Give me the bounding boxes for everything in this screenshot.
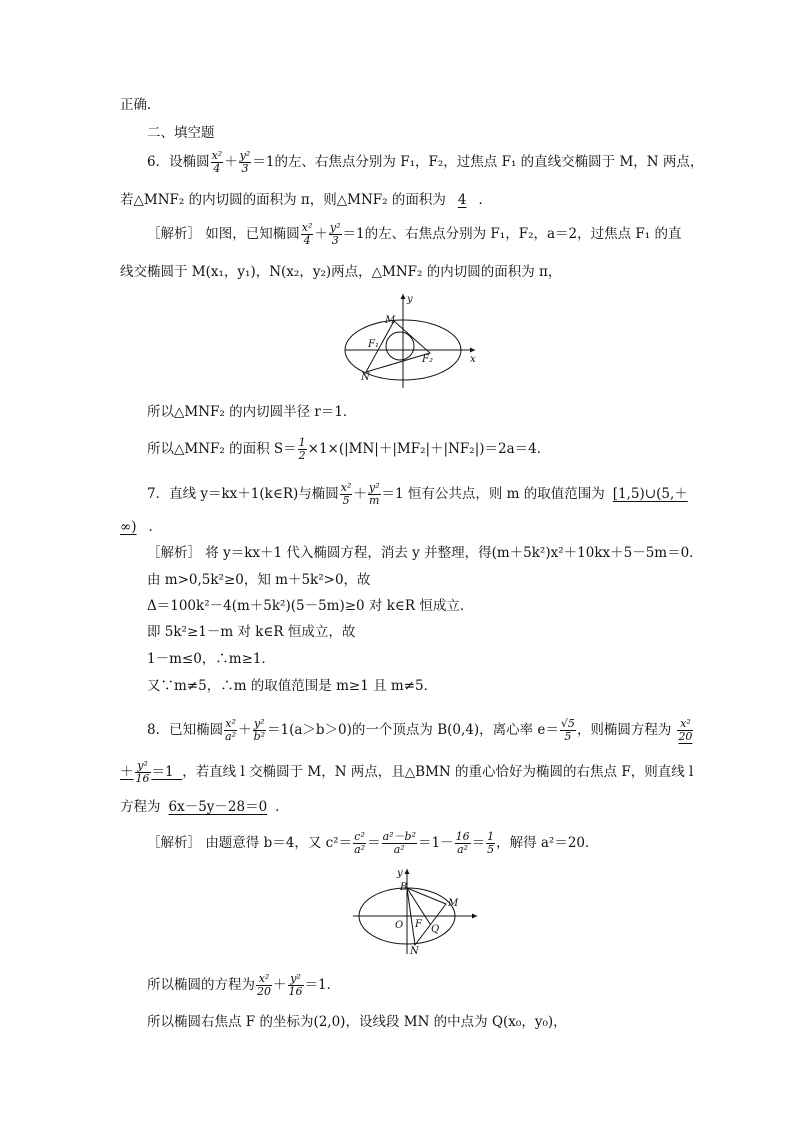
q8-answer-fraction: $\frac{\text{x²}}{20}$	[678, 717, 693, 743]
label-O: O	[395, 920, 404, 931]
q7-stem-line2: ∞) ．	[120, 519, 163, 535]
q7-solution-line2: 由 m>0,5k²≥0，知 m＋5k²>0，故	[147, 572, 371, 588]
label-x: x	[470, 354, 476, 365]
q7-answer-part1: [1,5)∪(5,＋	[612, 486, 688, 502]
label-N: N	[361, 372, 370, 383]
label-Q: Q	[431, 924, 440, 935]
q8-stem-line3: 方程为 6x－5y－28＝0 ．	[120, 799, 289, 815]
q8-answer-line: 6x－5y－28＝0	[168, 799, 268, 815]
q8-answer-cont: ＋ $\frac{\text{y²}}{16}$ ＝1	[120, 759, 174, 785]
text-line: 正确．	[120, 97, 161, 113]
q6-solution-line4: 所以△MNF₂ 的面积 S＝ $\frac{1}{2}$ ×1×(|MN|＋|MF₂|＋|NF₂|)＝2a＝4．	[147, 436, 551, 462]
label-M: M	[448, 898, 459, 909]
label-F1: F₁	[368, 339, 379, 350]
label-y: y	[407, 294, 413, 305]
label-B: B	[400, 882, 408, 893]
q8-ellipse-figure	[350, 866, 480, 956]
q7-stem-line1: 7．直线 y＝kx＋1(k∈R)与椭圆 $\frac{\text{x²}}{5}$ ＋ $\frac{\text{y²}}{m}$ ＝1 恒有公共点，则 m 的取值范围为 [1,5)∪(5,＋	[147, 481, 688, 507]
incircle	[386, 332, 414, 360]
label-F2: F₂	[422, 354, 433, 365]
q6-answer: 4	[457, 192, 467, 208]
q7-solution-line6: 又∵m≠5，∴m 的取值范围是 m≥1 且 m≠5．	[147, 678, 438, 694]
q8-solution-line1: ［解析］ 由题意得 b＝4，又 c²＝ $\frac{\text{c²}}{\text{a²}}$ ＝ $\frac{\text{a²－b²}}{\text{a²}}$ ＝1－ $\frac{16}{\text{a²}}$ ＝ $\frac{1}{5}$ ，解得 a²＝20．	[147, 830, 599, 856]
q8-stem-line1: 8．已知椭圆 $\frac{\text{x²}}{\text{a²}}$ ＋ $\frac{\text{y²}}{\text{b²}}$ ＝1(a＞b＞0)的一个顶点为 B(0,4)，离心率 e＝ $\frac{√5}{5}$ ，则椭圆方程为 $\frac{\text{x²}}{20}$	[147, 717, 693, 743]
q7-solution-line1: ［解析］ 将 y＝kx＋1 代入椭圆方程，消去 y 并整理，得(m＋5k²)x²＋10kx＋5－5m＝0．	[147, 545, 703, 561]
q8-solution-line3: 所以椭圆右焦点 F 的坐标为(2,0)，设线段 MN 的中点为 Q(x₀，y₀)，	[147, 1014, 567, 1030]
q7-solution-line5: 1－m≤0，∴m≥1．	[147, 651, 275, 667]
q7-solution-line3: Δ＝100k²－4(m＋5k²)(5－5m)≥0 对 k∈R 恒成立．	[147, 598, 474, 614]
q6-solution-line3: 所以△MNF₂ 的内切圆半径 r＝1．	[147, 404, 357, 420]
q7-answer-part2: ∞)	[120, 519, 137, 535]
label-N: N	[410, 946, 419, 956]
q8-solution-line2: 所以椭圆的方程为 $\frac{\text{x²}}{20}$ ＋ $\frac{\text{y²}}{16}$ ＝1．	[147, 972, 341, 998]
y-axis-arrow	[401, 294, 406, 299]
q6-solution-line2: 线交椭圆于 M(x₁，y₁)，N(x₂，y₂)两点，△MNF₂ 的内切圆的面积为 π，	[120, 264, 562, 280]
y-axis-arrow	[405, 869, 410, 874]
q6-stem-line1: 6．设椭圆 $\frac{\text{x²}}{4}$ ＋ $\frac{\text{y²}}{3}$ ＝1的左、右焦点分别为 F₁，F₂，过焦点 F₁ 的直线交椭圆于 M，N 两点，	[147, 149, 704, 175]
q6-solution-line1: ［解析］ 如图，已知椭圆 $\frac{\text{x²}}{4}$ ＋ $\frac{\text{y²}}{3}$ ＝1的左、右焦点分别为 F₁，F₂，a＝2，过焦点 F₁ 的直	[147, 221, 682, 247]
q6-ellipse-figure	[340, 290, 480, 390]
q8-stem-line2: ＋ $\frac{\text{y²}}{16}$ ＝1 ，若直线 l 交椭圆于 M，N 两点，且△BMN 的重心恰好为椭圆的右焦点 F，则直线 l	[120, 759, 694, 785]
x-axis-arrow	[472, 914, 477, 919]
label-M: M	[385, 315, 396, 326]
label-y: y	[397, 868, 403, 879]
q7-solution-line4: 即 5k²≥1－m 对 k∈R 恒成立，故	[147, 624, 356, 640]
section-heading: 二、填空题	[147, 125, 215, 141]
q6-stem-line2: 若△MNF₂ 的内切圆的面积为 π，则△MNF₂ 的面积为 4 ．	[120, 192, 492, 208]
x-axis-arrow	[470, 348, 475, 353]
label-F: F	[415, 919, 422, 930]
